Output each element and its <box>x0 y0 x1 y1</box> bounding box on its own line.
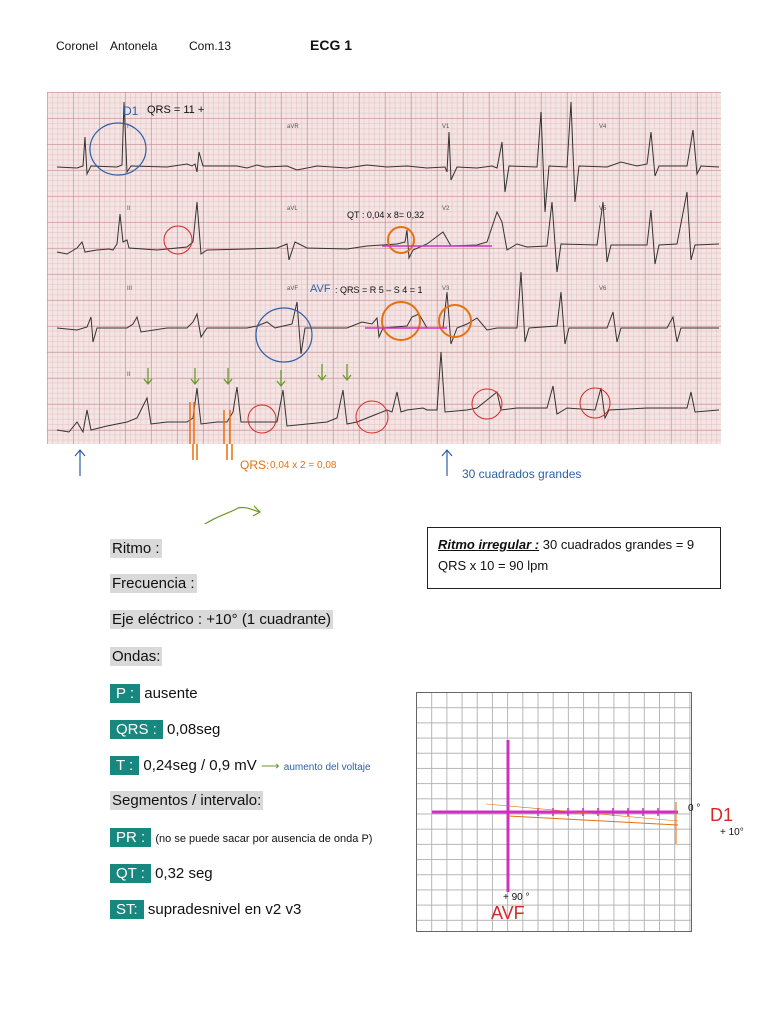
student-surname: Coronel <box>56 39 99 53</box>
d1-label: D1 <box>123 104 139 118</box>
avf-qrs-note: : QRS = R 5 – S 4 = 1 <box>335 285 423 295</box>
t-value: 0,24seg / 0,9 mV <box>143 757 257 774</box>
commission: Com.13 <box>189 39 232 53</box>
lead-label: III <box>127 286 133 292</box>
qrs-badge: QRS : <box>110 720 163 739</box>
axis-avf: AVF <box>491 903 525 923</box>
axis-zero: 0 ° <box>688 803 701 814</box>
p-badge: P : <box>110 684 140 703</box>
qt-note: QT : 0,04 x 8= 0,32 <box>347 210 425 220</box>
red-circle <box>248 405 276 433</box>
lead-label: aVR <box>287 124 299 130</box>
lead-label: V6 <box>599 286 607 292</box>
arrow-icon: ⟶ <box>260 758 280 773</box>
st-badge: ST: <box>110 900 144 919</box>
rhythm-box-line2: QRS x 10 = 90 lpm <box>438 558 549 573</box>
pr-value: (no se puede sacar por ausencia de onda P) <box>155 833 373 845</box>
lead-label: V5 <box>599 206 607 212</box>
student-name: Antonela <box>110 39 158 53</box>
grandes-note: 30 cuadrados grandes <box>462 467 582 481</box>
d1-qrs-note: QRS = 11 + <box>147 104 205 116</box>
ondas-label: Ondas: <box>112 648 161 665</box>
qrs-label: QRS: <box>240 458 270 472</box>
lead-label: I <box>127 124 129 130</box>
lead-label: V2 <box>442 206 450 212</box>
lead-label: V3 <box>442 286 450 292</box>
red-circle <box>472 389 502 419</box>
ecg-traces <box>47 92 721 444</box>
st-value: supradesnivel en v2 v3 <box>147 901 302 918</box>
frecuencia-label: Frecuencia : <box>112 575 195 592</box>
eje-label: Eje eléctrico : +10° (1 cuadrante) <box>112 611 332 628</box>
rhythm-box-line1: 30 cuadrados grandes = 9 <box>542 537 695 552</box>
rhythm-box <box>427 527 721 589</box>
lead-label: V4 <box>599 124 607 130</box>
below-strip-arrows <box>0 444 768 524</box>
lead-label: V1 <box>442 124 450 130</box>
qrs-calc: 0,04 x 2 = 0,08 <box>270 460 337 471</box>
t-badge: T : <box>110 756 139 775</box>
lead-label: II <box>127 206 131 212</box>
red-circle <box>164 226 192 254</box>
qrs-value: 0,08seg <box>167 721 221 738</box>
lead-label: aVL <box>287 206 298 212</box>
red-circle <box>356 401 388 433</box>
axis-d1: D1 <box>710 805 734 825</box>
p-value: ausente <box>144 685 198 702</box>
segmentos-label: Segmentos / intervalo: <box>112 792 262 809</box>
t-note: aumento del voltaje <box>283 762 371 773</box>
axis-plus10: + 10° <box>720 827 744 838</box>
orange-circle <box>382 302 420 340</box>
lead-label: aVF <box>287 286 299 292</box>
orange-circle <box>388 227 414 253</box>
ecg-trace-row2 <box>57 192 719 272</box>
ecg-trace-row1 <box>57 102 719 212</box>
lead-label: II <box>127 372 131 378</box>
qt-badge: QT : <box>110 864 151 883</box>
rhythm-box-title: Ritmo irregular : <box>438 537 540 552</box>
ritmo-label: Ritmo : <box>112 540 160 557</box>
green-arrows <box>144 364 351 386</box>
axis-plus90: + 90 ° <box>503 892 530 903</box>
ecg-strip <box>47 92 721 444</box>
page-title: ECG 1 <box>310 37 353 53</box>
red-circle <box>580 388 610 418</box>
pr-badge: PR : <box>110 828 151 847</box>
qt-value: 0,32 seg <box>155 865 213 882</box>
d1-circle <box>90 123 146 175</box>
avf-label: AVF <box>310 283 331 295</box>
axis-lines <box>416 692 716 932</box>
